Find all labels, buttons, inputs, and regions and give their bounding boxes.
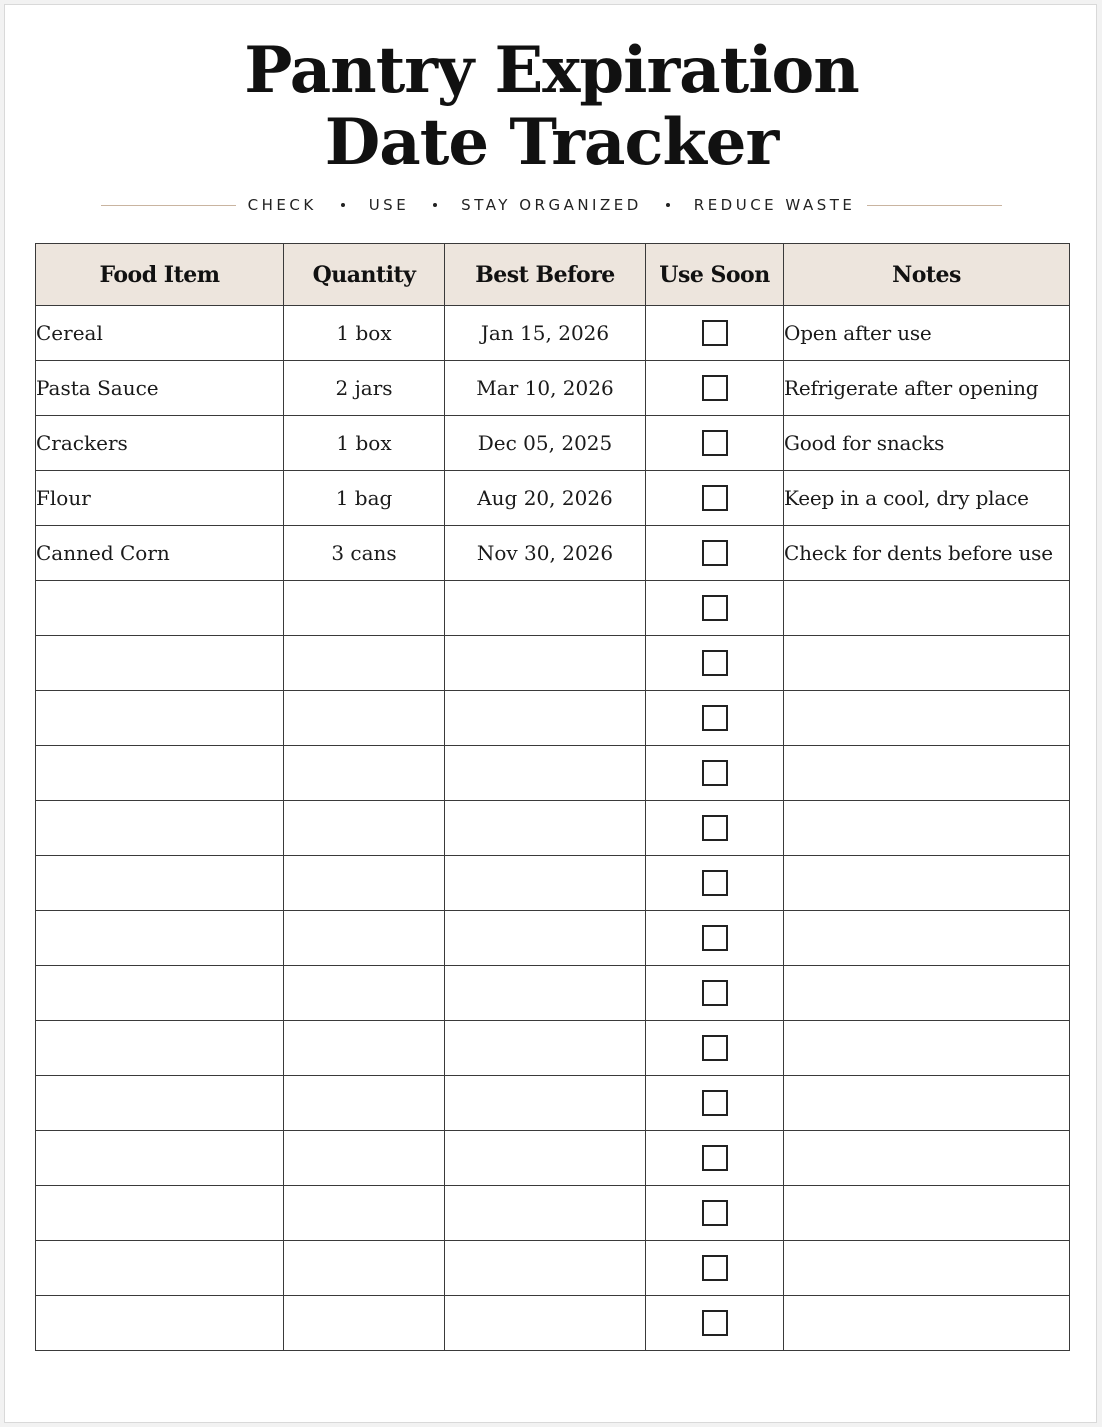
- food-item-cell[interactable]: [36, 1021, 284, 1076]
- table-row: [36, 1186, 1070, 1241]
- best-before-cell[interactable]: Mar 10, 2026: [445, 361, 646, 416]
- quantity-cell[interactable]: [284, 691, 445, 746]
- use-soon-cell: [646, 746, 784, 801]
- best-before-cell[interactable]: [445, 1241, 646, 1296]
- use-soon-cell: [646, 416, 784, 471]
- quantity-cell[interactable]: 1 box: [284, 416, 445, 471]
- best-before-cell[interactable]: [445, 856, 646, 911]
- notes-cell[interactable]: [784, 636, 1070, 691]
- best-before-cell[interactable]: [445, 911, 646, 966]
- food-item-cell[interactable]: [36, 856, 284, 911]
- use-soon-checkbox[interactable]: [702, 1255, 728, 1281]
- food-item-cell[interactable]: [36, 1131, 284, 1186]
- table-row: [36, 471, 1070, 526]
- best-before-cell[interactable]: [445, 691, 646, 746]
- food-item-cell[interactable]: Crackers: [36, 416, 284, 471]
- use-soon-cell: [646, 526, 784, 581]
- best-before-cell[interactable]: [445, 1076, 646, 1131]
- food-item-cell[interactable]: [36, 636, 284, 691]
- quantity-cell[interactable]: [284, 636, 445, 691]
- bullet-dot-icon: [666, 203, 670, 207]
- notes-cell[interactable]: Keep in a cool, dry place: [784, 471, 1070, 526]
- expiration-table: [35, 243, 1070, 1351]
- food-item-cell[interactable]: [36, 746, 284, 801]
- use-soon-cell: [646, 856, 784, 911]
- tracker-page: [4, 4, 1097, 1423]
- food-item-cell[interactable]: Pasta Sauce: [36, 361, 284, 416]
- use-soon-checkbox[interactable]: [702, 430, 728, 456]
- page-title: [5, 35, 1098, 179]
- table-row: [36, 691, 1070, 746]
- use-soon-cell: [646, 911, 784, 966]
- use-soon-cell: [646, 306, 784, 361]
- use-soon-checkbox[interactable]: [702, 870, 728, 896]
- table-row: [36, 361, 1070, 416]
- bullet-dot-icon: [341, 203, 345, 207]
- notes-cell[interactable]: [784, 801, 1070, 856]
- notes-cell[interactable]: [784, 1131, 1070, 1186]
- notes-cell[interactable]: Refrigerate after opening: [784, 361, 1070, 416]
- use-soon-checkbox[interactable]: [702, 1145, 728, 1171]
- tagline-word-use: USE: [368, 196, 410, 214]
- quantity-cell[interactable]: [284, 856, 445, 911]
- table-row: [36, 1296, 1070, 1351]
- food-item-cell[interactable]: [36, 966, 284, 1021]
- notes-cell[interactable]: [784, 1241, 1070, 1296]
- food-item-cell[interactable]: [36, 1241, 284, 1296]
- header-food-item: Food Item: [36, 244, 284, 306]
- use-soon-cell: [646, 581, 784, 636]
- tagline-word-reduce-waste: REDUCE WASTE: [693, 196, 856, 214]
- use-soon-cell: [646, 1021, 784, 1076]
- header-quantity: Quantity: [284, 244, 445, 306]
- notes-cell[interactable]: [784, 1296, 1070, 1351]
- table-row: [36, 306, 1070, 361]
- table-row: [36, 526, 1070, 581]
- best-before-cell[interactable]: [445, 801, 646, 856]
- use-soon-checkbox[interactable]: [702, 980, 728, 1006]
- notes-cell[interactable]: [784, 746, 1070, 801]
- notes-cell[interactable]: [784, 1021, 1070, 1076]
- table-row: [36, 966, 1070, 1021]
- table-row: [36, 1076, 1070, 1131]
- food-item-cell[interactable]: [36, 801, 284, 856]
- quantity-cell[interactable]: [284, 1131, 445, 1186]
- use-soon-cell: [646, 1076, 784, 1131]
- best-before-cell[interactable]: [445, 746, 646, 801]
- food-item-cell[interactable]: Canned Corn: [36, 526, 284, 581]
- use-soon-checkbox[interactable]: [702, 320, 728, 346]
- quantity-cell[interactable]: [284, 911, 445, 966]
- best-before-cell[interactable]: Dec 05, 2025: [445, 416, 646, 471]
- food-item-cell[interactable]: [36, 1076, 284, 1131]
- food-item-cell[interactable]: [36, 911, 284, 966]
- notes-cell[interactable]: [784, 911, 1070, 966]
- notes-cell[interactable]: Open after use: [784, 306, 1070, 361]
- tagline-rule-left: [101, 205, 236, 206]
- use-soon-cell: [646, 1131, 784, 1186]
- tagline-word-stay-organized: STAY ORGANIZED: [461, 196, 642, 214]
- use-soon-cell: [646, 691, 784, 746]
- table-row: [36, 1021, 1070, 1076]
- use-soon-checkbox[interactable]: [702, 485, 728, 511]
- table-row: [36, 416, 1070, 471]
- table-row: [36, 636, 1070, 691]
- notes-cell[interactable]: Check for dents before use: [784, 526, 1070, 581]
- tagline: [101, 191, 1002, 219]
- use-soon-cell: [646, 361, 784, 416]
- use-soon-cell: [646, 636, 784, 691]
- use-soon-checkbox[interactable]: [702, 760, 728, 786]
- quantity-cell[interactable]: [284, 746, 445, 801]
- table-row: [36, 746, 1070, 801]
- best-before-cell[interactable]: [445, 1186, 646, 1241]
- best-before-cell[interactable]: [445, 1296, 646, 1351]
- table-row: [36, 1241, 1070, 1296]
- best-before-cell[interactable]: Nov 30, 2026: [445, 526, 646, 581]
- food-item-cell[interactable]: [36, 581, 284, 636]
- notes-cell[interactable]: [784, 691, 1070, 746]
- best-before-cell[interactable]: [445, 1131, 646, 1186]
- quantity-cell[interactable]: 1 bag: [284, 471, 445, 526]
- notes-cell[interactable]: [784, 1186, 1070, 1241]
- notes-cell[interactable]: [784, 581, 1070, 636]
- notes-cell[interactable]: [784, 1076, 1070, 1131]
- use-soon-cell: [646, 1186, 784, 1241]
- header-use-soon: Use Soon: [646, 244, 784, 306]
- tagline-words: [236, 196, 868, 214]
- table-body: [36, 306, 1070, 1351]
- use-soon-checkbox[interactable]: [702, 650, 728, 676]
- tagline-word-check: CHECK: [247, 196, 317, 214]
- quantity-cell[interactable]: [284, 581, 445, 636]
- use-soon-checkbox[interactable]: [702, 1035, 728, 1061]
- table-row: [36, 581, 1070, 636]
- table-row: [36, 801, 1070, 856]
- quantity-cell[interactable]: [284, 966, 445, 1021]
- use-soon-cell: [646, 1241, 784, 1296]
- best-before-cell[interactable]: [445, 1021, 646, 1076]
- quantity-cell[interactable]: 1 box: [284, 306, 445, 361]
- use-soon-cell: [646, 966, 784, 1021]
- header-notes: Notes: [784, 244, 1070, 306]
- use-soon-checkbox[interactable]: [702, 925, 728, 951]
- notes-cell[interactable]: Good for snacks: [784, 416, 1070, 471]
- title-line-1: Pantry Expiration: [244, 33, 859, 108]
- food-item-cell[interactable]: Flour: [36, 471, 284, 526]
- bullet-dot-icon: [433, 203, 437, 207]
- best-before-cell[interactable]: [445, 581, 646, 636]
- use-soon-checkbox[interactable]: [702, 1310, 728, 1336]
- best-before-cell[interactable]: [445, 966, 646, 1021]
- best-before-cell[interactable]: Aug 20, 2026: [445, 471, 646, 526]
- quantity-cell[interactable]: [284, 1076, 445, 1131]
- use-soon-checkbox[interactable]: [702, 375, 728, 401]
- notes-cell[interactable]: [784, 856, 1070, 911]
- table-header-row: [36, 244, 1070, 306]
- table-row: [36, 856, 1070, 911]
- best-before-cell[interactable]: Jan 15, 2026: [445, 306, 646, 361]
- food-item-cell[interactable]: [36, 691, 284, 746]
- notes-cell[interactable]: [784, 966, 1070, 1021]
- food-item-cell[interactable]: Cereal: [36, 306, 284, 361]
- title-line-2: Date Tracker: [324, 105, 779, 180]
- best-before-cell[interactable]: [445, 636, 646, 691]
- header-best-before: Best Before: [445, 244, 646, 306]
- quantity-cell[interactable]: 2 jars: [284, 361, 445, 416]
- quantity-cell[interactable]: [284, 1021, 445, 1076]
- food-item-cell[interactable]: [36, 1186, 284, 1241]
- quantity-cell[interactable]: [284, 1186, 445, 1241]
- table-row: [36, 911, 1070, 966]
- quantity-cell[interactable]: 3 cans: [284, 526, 445, 581]
- quantity-cell[interactable]: [284, 801, 445, 856]
- use-soon-checkbox[interactable]: [702, 540, 728, 566]
- tagline-rule-right: [867, 205, 1002, 206]
- use-soon-checkbox[interactable]: [702, 1200, 728, 1226]
- food-item-cell[interactable]: [36, 1296, 284, 1351]
- quantity-cell[interactable]: [284, 1241, 445, 1296]
- quantity-cell[interactable]: [284, 1296, 445, 1351]
- use-soon-checkbox[interactable]: [702, 705, 728, 731]
- use-soon-checkbox[interactable]: [702, 595, 728, 621]
- use-soon-cell: [646, 801, 784, 856]
- use-soon-cell: [646, 471, 784, 526]
- table-row: [36, 1131, 1070, 1186]
- use-soon-checkbox[interactable]: [702, 815, 728, 841]
- use-soon-checkbox[interactable]: [702, 1090, 728, 1116]
- use-soon-cell: [646, 1296, 784, 1351]
